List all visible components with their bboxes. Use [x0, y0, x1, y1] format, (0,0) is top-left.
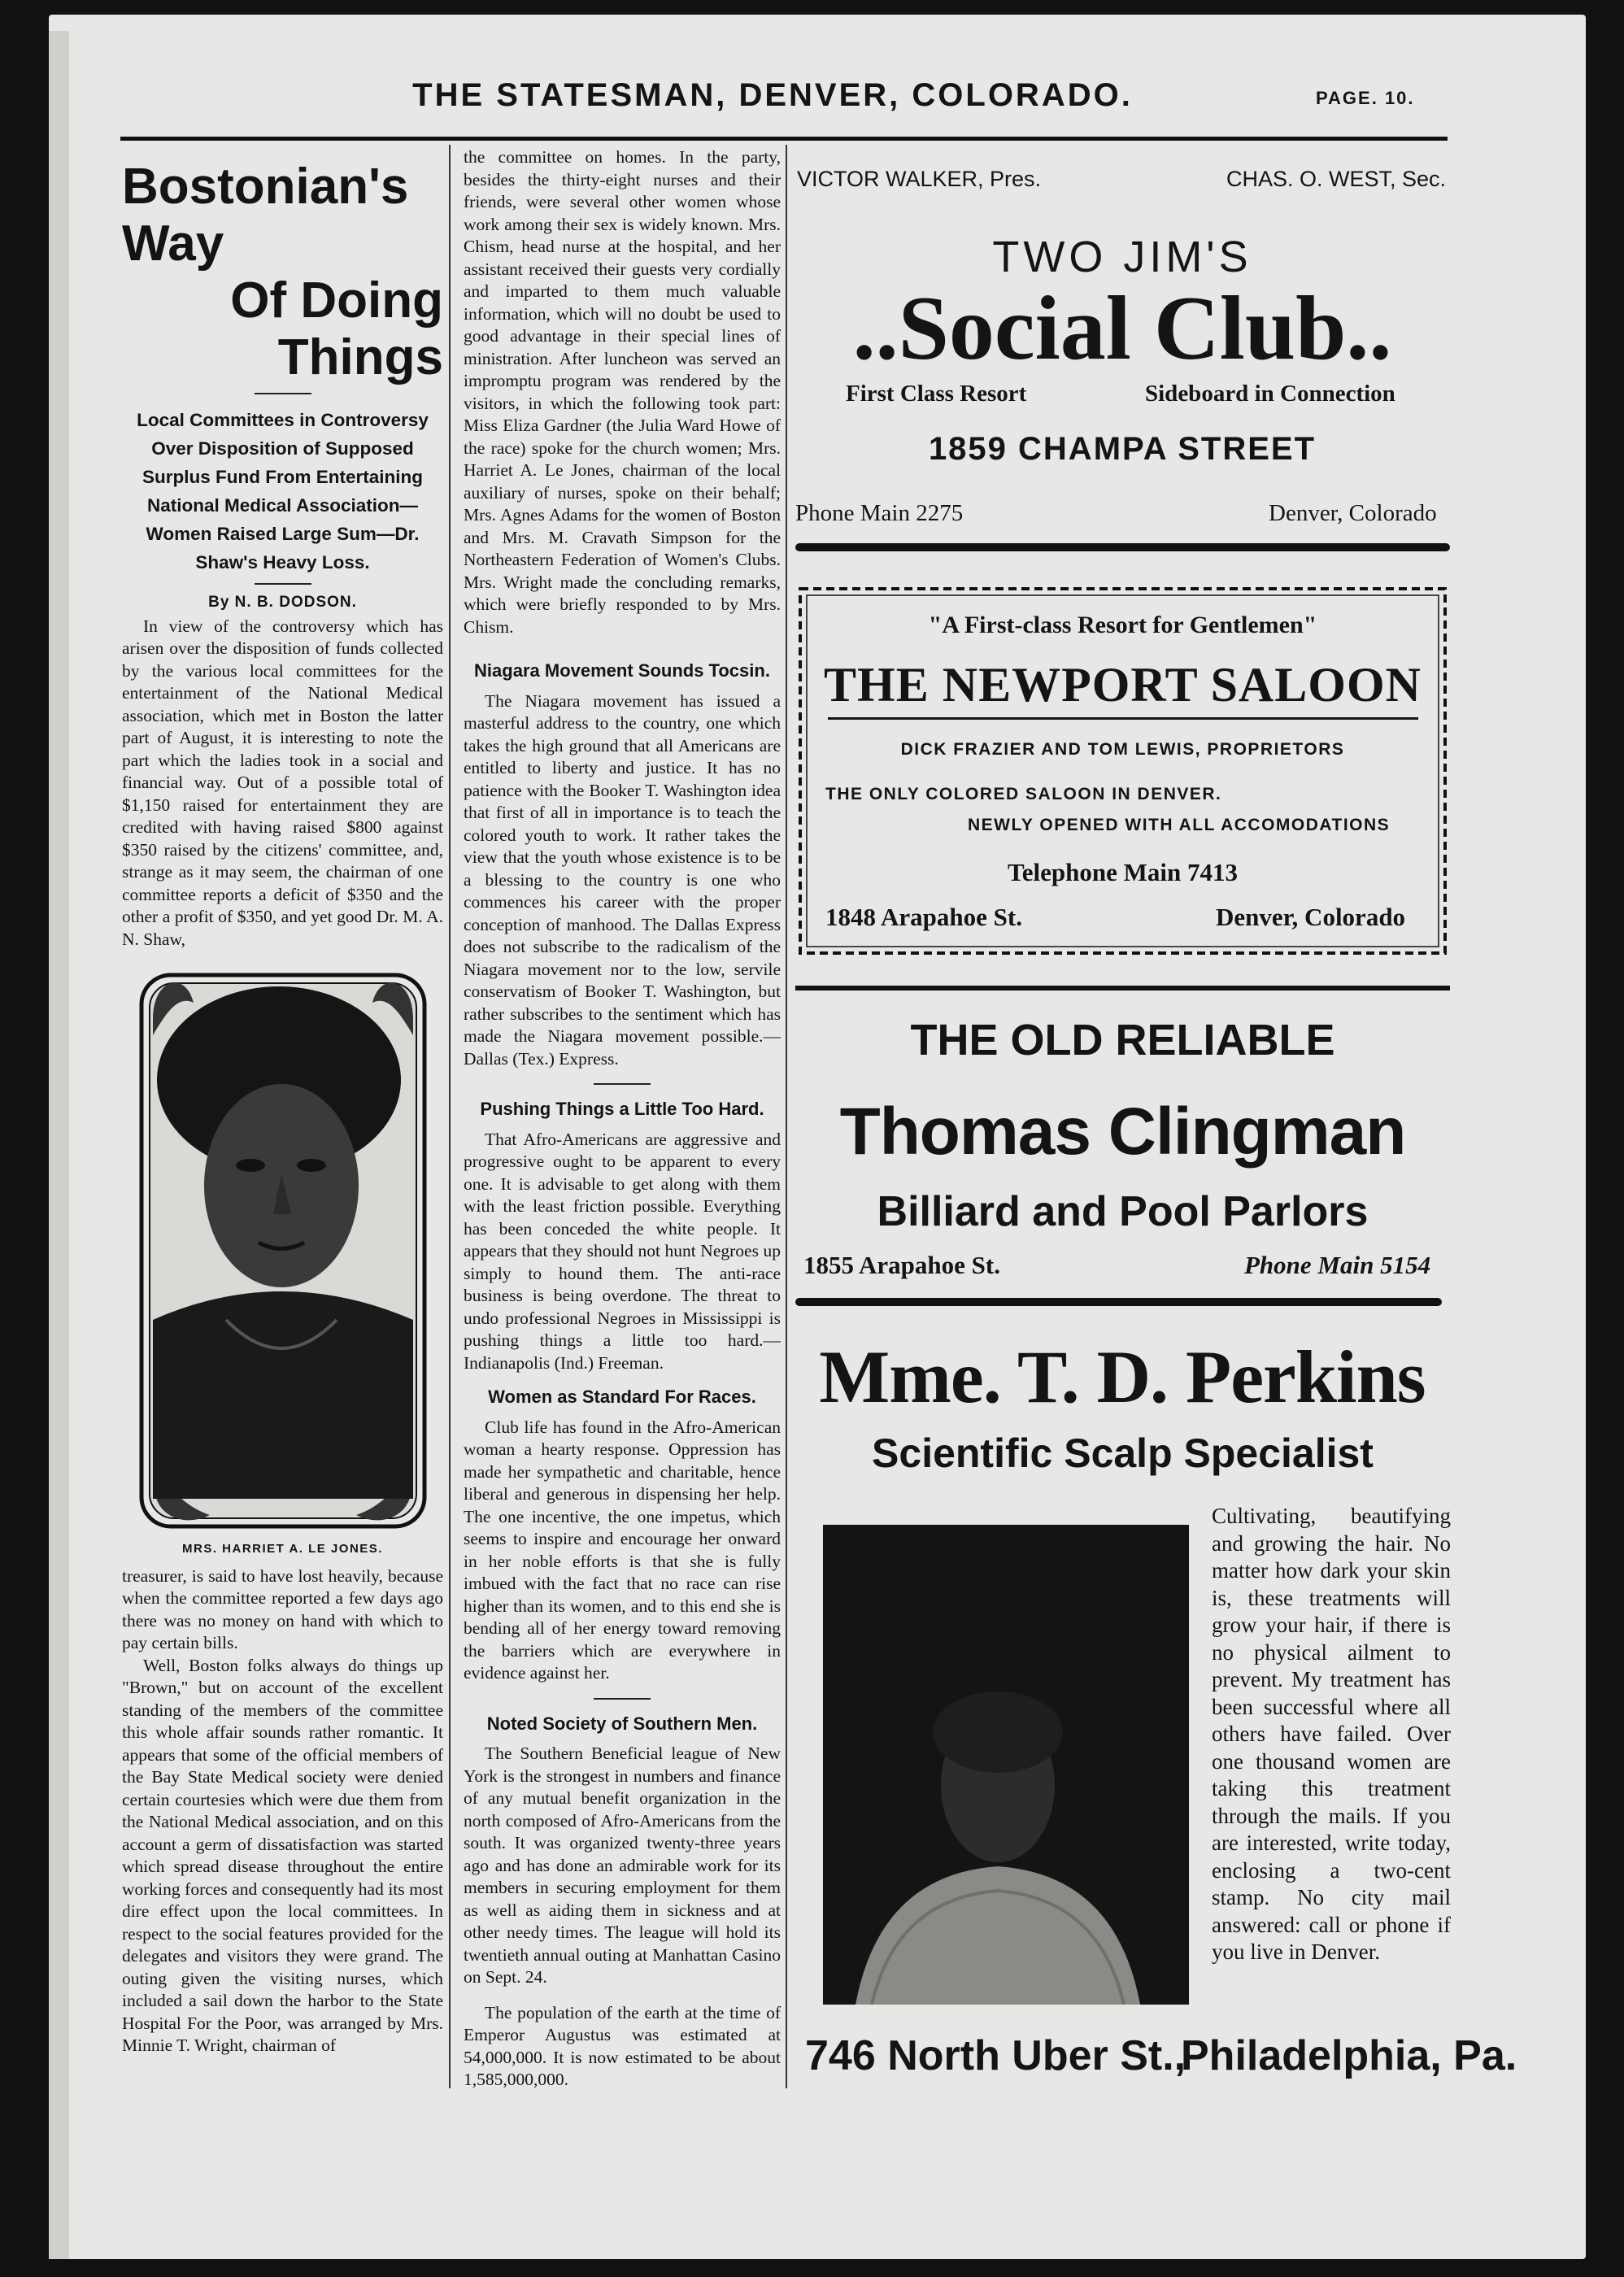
ad-phone: Phone Main 2275: [795, 500, 964, 526]
item-body: Club life has found in the Afro-American woman a hearty response. Oppression has made her sympathetic and charitable, hence liberal and generous in dispensing her help. The one incentive, the one impetus, which seems to inspire and encourage her onward in her noble efforts is that she is fully imbued with the fact that no race can rise higher than its women, and to this end she is bending all of her energy toward removing the barriers which are everywhere in evidence against her.: [464, 1417, 781, 1683]
ad-city: Philadelphia, Pa.: [1181, 2032, 1517, 2079]
item-body: The Southern Beneficial league of New York is the strongest in numbers and finance of any mutual benefit organization in the north composed of Afro-Americans from the south. It was organized twenty-three years ago and has done an admirable work for its members in securing employment for them as well as aiding them in sickness and at other needy times. The league will hold its twentieth annual outing at Manhattan Casino on Sept. 24.: [464, 1744, 781, 1987]
item-heading: Pushing Things a Little Too Hard.: [480, 1099, 764, 1119]
ad-divider: [795, 543, 1450, 551]
ad-line: THE OLD RELIABLE: [910, 1016, 1335, 1064]
column-divider-2: [786, 145, 787, 2088]
ad-address: 1859 CHAMPA STREET: [928, 431, 1317, 467]
page-fold-shadow: [49, 31, 69, 2259]
byline: By N. B. DODSON.: [208, 594, 357, 611]
headline-rule: [255, 393, 311, 394]
ad-newport-name: THE NEWPORT SALOON: [824, 658, 1422, 712]
ad-phone: Telephone Main 7413: [1007, 858, 1239, 886]
item-rule: [594, 1083, 651, 1085]
item-heading: Women as Standard For Races.: [488, 1387, 756, 1407]
deck-rule: [255, 583, 311, 585]
item-body: The population of the earth at the time of Emperor Augustus was estimated at 54,000,000. It is now estimated to be about 1,585,000,000.: [464, 2002, 781, 2089]
ad-phone: Phone Main 5154: [1244, 1251, 1431, 1279]
portrait-image: [137, 970, 429, 1531]
perkins-photo: [823, 1525, 1189, 2005]
article-paragraph: the committee on homes. In the party, besides the thirty-eight nurses and their friends, were several other women whose work among their sex is widely known. Mrs. Chism, head nurse at the hospital, and her assistant received their guests very cordially and imparted to them much valuable information, which will no doubt be used to good advantage in their special lines of ministration. After luncheon was served an impromptu program was rendered by the visitors, in which the following took part: Miss Eliza Gardner (the Julia Ward Howe of the race) spoke for the church women; Mrs. Harriet A. Le Jones, chairman of the local auxiliary of nurses, spoke on their behalf; Mrs. Agnes Adams for the women of Boston and Mrs. M. Cravath Simpson for the Northeastern Federation of Women's Clubs. Mrs. Wright made the concluding remarks, which were briefly responded to by Mrs. Chism.: [464, 147, 781, 637]
ornamental-border: [795, 584, 1450, 958]
ad-line: NEWLY OPENED WITH ALL ACCOMODATIONS: [968, 816, 1391, 834]
portrait-frame: [137, 970, 429, 1531]
ad-clingman-name: Thomas Clingman: [839, 1095, 1406, 1169]
item-body: The Niagara movement has issued a masterful address to the country, one which takes the high ground that all Americans are entitled to liberty and justice. It has no patience with the Booker T. Washington idea that first of all in importance is to teach the colored youth to work. It rather takes the view that the youth whose existence is to be a blessing to the country is one who commences his career with the proper conception of manhood. The Dallas Express does not subscribe to the radicalism of the Niagara movement nor to the low, servile conservatism of Booker T. Washington, but rather subscribes to the sentiment which has made the Niagara movement possible.—Dallas (Tex.) Express.: [464, 690, 781, 1069]
article-deck: Local Committees in Controversy Over Disposition of Supposed Surplus Fund From Entertaining National Medical Association—Women Raised Large Sum—Dr. Shaw's Heavy Loss.: [137, 410, 429, 573]
headline-line-1: Bostonian's Way: [122, 159, 409, 272]
ad-address: 1855 Arapahoe St.: [803, 1251, 1000, 1279]
ad-president: VICTOR WALKER, Pres.: [797, 167, 1042, 191]
item-rule: [594, 1698, 651, 1700]
headline-line-2: Of Doing Things: [230, 272, 443, 385]
ad-perkins-body: Cultivating, beautifying and growing the hair. No matter how dark your skin is, these treatments will grow your hair, if there is no physical ailment to prevent. My treatment has been successful where all others have failed. Over one thousand women are taking this treatment through the mails. If you are interested, write today, enclosing a two-cent stamp. No city mail answered: call or phone if you live in Denver.: [1212, 1504, 1451, 1964]
ad-tag: Sideboard in Connection: [1145, 381, 1395, 407]
masthead-rule: [120, 137, 1448, 141]
item-heading: Noted Society of Southern Men.: [486, 1713, 758, 1734]
ad-secretary: CHAS. O. WEST, Sec.: [1226, 167, 1447, 191]
ad-city: Denver, Colorado: [1216, 903, 1406, 931]
ad-line: TWO JIM'S: [992, 233, 1252, 281]
article-paragraph: treasurer, is said to have lost heavily, because when the committee reported a few days ago there was no money on hand with which to pay certain bills.: [122, 1565, 443, 1652]
ad-inner-rule: [828, 717, 1418, 720]
ad-subtitle: Scientific Scalp Specialist: [872, 1430, 1374, 1476]
page-number: PAGE. 10.: [1316, 88, 1415, 108]
ad-city: Denver, Colorado: [1269, 500, 1437, 526]
ad-perkins-name: Mme. T. D. Perkins: [819, 1335, 1426, 1418]
column-1: [122, 159, 443, 2057]
ad-proprietors: DICK FRAZIER AND TOM LEWIS, PROPRIETORS: [900, 740, 1345, 759]
ad-tag: First Class Resort: [846, 381, 1027, 407]
column-2: [464, 146, 781, 2092]
ad-line: THE ONLY COLORED SALOON IN DENVER.: [825, 785, 1222, 803]
column-divider-1: [449, 145, 451, 2088]
ad-address: 1848 Arapahoe St.: [825, 903, 1022, 931]
ad-tagline: "A First-class Resort for Gentlemen": [928, 612, 1317, 638]
portrait-caption: MRS. HARRIET A. LE JONES.: [182, 1542, 383, 1556]
article-paragraph: Well, Boston folks always do things up "Brown," but on account of the excellent standing of the members of the committee this whole affair sounds rather romantic. It appears that some of the official members of the Bay State Medical society were denied certain courtesies which were due them from the National Medical association, and on this account a germ of dissatisfaction was started which spread disease throughout the entire working forces and consequently had its most dire effect upon the local committees. In respect to the social features provided for the delegates and visitors they were grand. The outing given the visiting nurses, which included a sail down the harbor to the State Hospital For the Poor, was arranged by Mrs. Minnie T. Wright, chairman of: [122, 1655, 443, 2055]
item-heading: Niagara Movement Sounds Tocsin.: [474, 660, 770, 681]
ad-divider: [795, 986, 1450, 990]
masthead: THE STATESMAN, DENVER, COLORADO.: [412, 77, 1133, 113]
article-paragraph: In view of the controversy which has arisen over the disposition of funds collected by the various local committees for the entertainment of the National Medical association, which met in Boston the latter part of August, it is interesting to note the part which the ladies took in a social and financial way. Out of a possible total of $1,150 raised for entertainment they are credited with having raised $800 against $350 raised by the citizens' committee, and, strange as it may seem, the chairman of one committee reports a deficit of $350 and the other a profit of $350, and yet good Dr. M. A. N. Shaw,: [122, 616, 443, 949]
ad-social-club-name: ..Social Club..: [852, 278, 1392, 379]
ad-line: Billiard and Pool Parlors: [877, 1188, 1369, 1235]
ad-divider: [795, 1298, 1442, 1306]
item-body: That Afro-Americans are aggressive and progressive ought to be apparent to every one. It is advisable to get along with them with the least friction possible. Everything has been conceded the white people. It appears that they should not hunt Negroes up simply to hound them. The anti-race business is being overdone. The threat to undo professional Negroes in Mississippi is pushing things a little too hard.—Indianapolis (Ind.) Freeman.: [464, 1129, 781, 1373]
ad-address: 746 North Uber St.,: [805, 2032, 1186, 2079]
